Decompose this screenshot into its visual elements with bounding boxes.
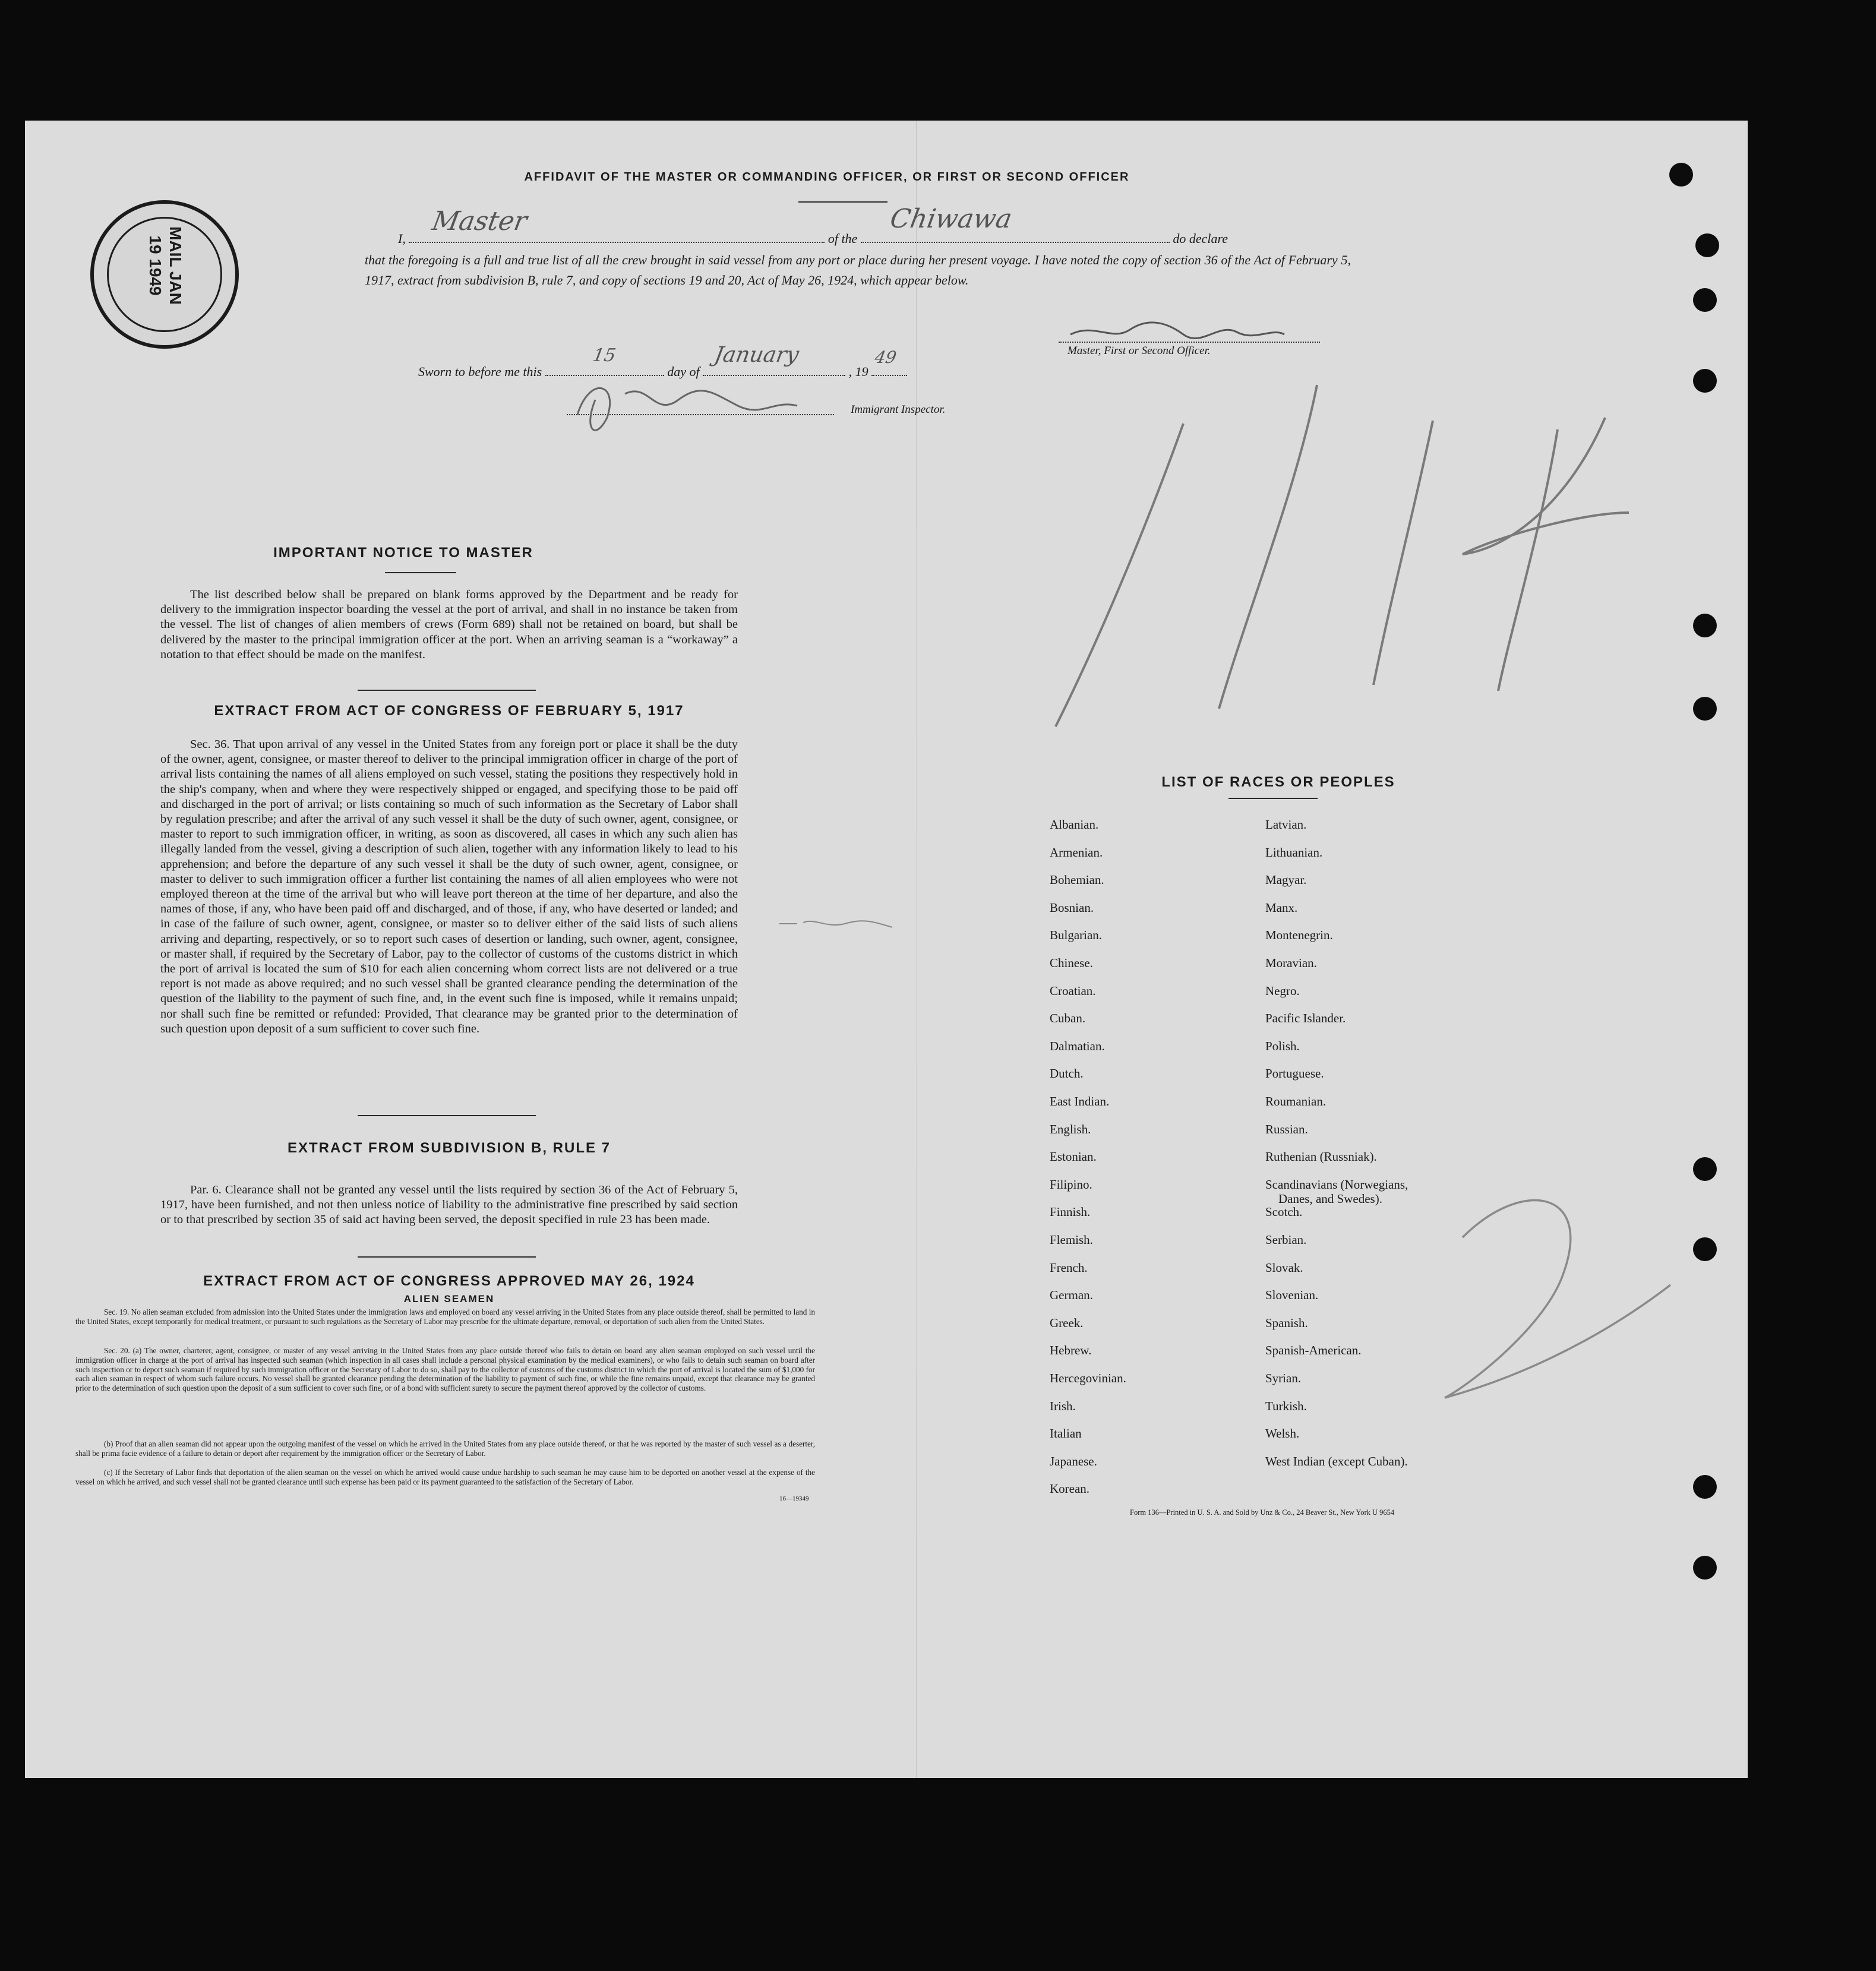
race-item: Negro. [1265,983,1300,998]
race-item: Armenian. [1050,845,1103,860]
race-item: Spanish. [1265,1315,1308,1330]
race-item: Filipino. [1050,1177,1092,1192]
sworn-prefix: Sworn to before me this [418,364,542,379]
race-item: Albanian. [1050,817,1099,832]
section-20b-text: (b) Proof that an alien seaman did not appear upon the outgoing manifest of the vessel on which he arrived in the United States from any place outside thereof, or that he was reported by the master of such vessel as a deserter, shall be prima facie evidence of a failure to detain or deport after requirement by the immigration officer or the Secretary of Labor. [75,1439,815,1458]
race-item: Slovak. [1265,1260,1303,1275]
inspector-caption: Immigrant Inspector. [851,403,946,416]
race-item: Korean. [1050,1482,1090,1496]
race-item: Croatian. [1050,983,1096,998]
master-signature [1070,323,1284,339]
race-item: Japanese. [1050,1454,1097,1468]
section-rule [358,1115,536,1116]
race-item: Irish. [1050,1398,1076,1413]
section-rule [358,1256,536,1258]
race-item: Lithuanian. [1265,845,1323,860]
races-title-rule [1228,798,1318,799]
declaration-of-the-label: of the [828,231,858,246]
declaration-do-declare-label: do declare [1173,231,1228,246]
extract-1917-body: Sec. 36. That upon arrival of any vessel in the United States from any foreign port or place it shall be the duty of the owner, agent, consignee, or master thereof to deliver to the principal immigration officer in charge of the port of arrival lists containing the names of all aliens employed on such vessel, stating the positions they respectively hold in the ship's company, when and where they were respectively shipped or engaged, and specifying those to be paid off and discharged in the port of arrival; or lists containing so much of such information as the Secretary of Labor shall by regulation prescribe; and after the arrival of any such vessel it shall be the duty of such owner, agent, consignee, or master to report to such immigration officer, in writing, as soon as discovered, all cases in which any such alien has illegally landed from the vessel, giving a description of such alien, together with any information likely to lead to his apprehension; and before the departure of any such vessel it shall be the duty of such owner, agent, consignee, or master to deliver to such immigration officer a further list containing the names of all alien employees who were not employed thereon at the time of the arrival but who will leave port thereon at the time of her departure, and also the names of those, if any, who have been paid off and discharged, and of those, if any, who have deserted or landed; and in case of the failure of such owner, agent, consignee, or master so to deliver either of the said lists of such aliens arriving and departing, respectively, or so to report such cases of desertion or landing, such owner, agent, consignee, or master shall, if required by the Secretary of Labor, pay to the collector of customs of the customs district in which the port of arrival is located the sum of $10 for each alien concerning whom correct lists are not delivered or a true report is not made as above required; and no such vessel shall be granted clearance pending the determination of the question of the liability to the payment of such fine, and, in the event such fine is imposed, while it remains unpaid; nor shall such fine be remitted or refunded: Provided, That clearance may be granted prior to the determination of such question upon deposit of a sum sufficient to cover such fine. [160,738,738,1035]
race-item: Pacific Islander. [1265,1011,1346,1026]
race-item: Finnish. [1050,1205,1091,1220]
notice-rule [385,572,456,573]
sworn-year-prefix: , 19 [848,364,868,379]
race-item: Moravian. [1265,956,1317,970]
race-item: Chinese. [1050,956,1093,970]
race-item: Magyar. [1265,873,1307,887]
master-signature-caption: Master, First or Second Officer. [1068,345,1211,357]
race-item: Roumanian. [1265,1094,1327,1108]
race-item: Scotch. [1265,1205,1303,1220]
section-rule [358,690,536,691]
handwritten-month: January [712,343,801,367]
bottom-number-two [1445,1201,1670,1398]
race-item: Greek. [1050,1315,1084,1330]
race-item: Portuguese. [1265,1066,1324,1081]
big-number-stroke-1 [1056,424,1183,727]
declaration-i-label: I, [398,231,406,246]
inspector-signature [577,388,797,430]
big-number-stroke-2 [1219,385,1317,709]
document-sheet [25,121,1748,1778]
race-item: Italian [1050,1426,1082,1441]
race-item: Ruthenian (Russniak). [1265,1149,1377,1164]
race-item: Bohemian. [1050,873,1104,887]
race-item: Spanish-American. [1265,1343,1362,1358]
race-item: West Indian (except Cuban). [1265,1454,1408,1468]
handwritten-master-name: Master [429,206,530,236]
race-item: Serbian. [1265,1233,1307,1247]
handwritten-year: 49 [873,348,898,367]
notice-body: The list described below shall be prepared on blank forms approved by the Department and be ready for delivery to the immigration inspector boarding the vessel at the port of arrival, and shall in no instance be taken from the vessel. The list of changes of alien members of crews (Form 689) shall not be retained on board, but shall be delivered by the master to the principal immigration officer at the port. When an arriving seaman is a “workaway” a notation to that effect should be made on the manifest. [160,588,738,661]
rule-7-title: EXTRACT FROM SUBDIVISION B, RULE 7 [287,1140,611,1156]
race-item: Dutch. [1050,1066,1084,1081]
affidavit-title: AFFIDAVIT OF THE MASTER OR COMMANDING OFFICER, OR FIRST OR SECOND OFFICER [524,170,1130,184]
alien-seamen-subtitle: ALIEN SEAMEN [403,1293,495,1304]
race-item: Bosnian. [1050,900,1094,915]
stamp-text: MAIL JAN 19 1949 [146,226,185,305]
race-item: Slovenian. [1265,1288,1319,1303]
race-item: Latvian. [1265,817,1307,832]
race-item: Cuban. [1050,1011,1086,1026]
extract-1924-title: EXTRACT FROM ACT OF CONGRESS APPROVED MAY 26, 1924 [203,1273,695,1289]
section-20c-text: (c) If the Secretary of Labor finds that deportation of the alien seaman on the vessel on which he arrived would cause undue hardship to such seaman he may cause him to be deported on another vessel at the expense of the vessel on which he arrived, and such vessel shall not be granted clearance until such expense has been paid or its payment guaranteed to the satisfaction of the Secretary of Labor. [75,1468,815,1486]
race-item: East Indian. [1050,1094,1110,1108]
race-item: Bulgarian. [1050,928,1103,943]
race-item: English. [1050,1122,1091,1136]
race-item: Hebrew. [1050,1343,1092,1358]
race-item: Welsh. [1265,1426,1300,1441]
race-item: Manx. [1265,900,1298,915]
sworn-day-label: day of [667,364,700,379]
race-item: Danes, and Swedes). [1278,1191,1382,1206]
race-item: Polish. [1265,1038,1300,1053]
form-code: 16—19349 [779,1495,809,1502]
race-item: Estonian. [1050,1149,1097,1164]
rule-7-body: Par. 6. Clearance shall not be granted any vessel until the lists required by section 36 of the Act of February 5, 1917, have been furnished, and not then unless notice of liability to the administrative fine prescribed by said section or to that prescribed by section 35 of said act having been served, the deposit specified in rule 23 has been made. [160,1183,738,1227]
race-item: Dalmatian. [1050,1038,1105,1053]
margin-scribble [779,921,892,927]
section-19-text: Sec. 19. No alien seaman excluded from admission into the United States under the immigration laws and employed on board any vessel arriving in the United States from any place outside thereof, shall be permitted to land in the United States, except temporarily for medical treatment, or pursuant to such regulations as the Secretary of Labor may prescribe for the ultimate departure, removal, or deportation of such alien from the United States. [75,1307,815,1326]
notice-title: IMPORTANT NOTICE TO MASTER [273,545,533,561]
race-item: French. [1050,1260,1088,1275]
race-item: Hercegovinian. [1050,1371,1126,1385]
race-item: Turkish. [1265,1398,1307,1413]
race-item: Montenegrin. [1265,928,1333,943]
handwritten-day: 15 [590,345,617,366]
race-item: Flemish. [1050,1233,1093,1247]
form-footer: Form 136—Printed in U. S. A. and Sold by Unz & Co., 24 Beaver St., New York U 9654 [1130,1508,1395,1517]
races-title: LIST OF RACES OR PEOPLES [1161,774,1395,790]
race-item: German. [1050,1288,1093,1303]
race-item: Russian. [1265,1122,1308,1136]
section-20a-text: Sec. 20. (a) The owner, charterer, agent, consignee, or master of any vessel arriving in the United States from any place outside thereof who fails to detain on board any alien seaman employed on such vessel until the immigration officer in charge at the port of arrival has inspected such seaman (which inspection in all cases shall include a personal physical examination by the medical examiners), or who fails to detain such seaman on board after such inspection or to deport such seaman if required by such immigration officer or the Secretary of Labor to do so, shall pay to the collector of customs of the customs district in which the port of arrival is located the sum of $1,000 for each alien seaman in respect of whom such failure occurs. No vessel shall be granted clearance pending the determination of the liability to payment of such fine, or while the fine remains unpaid, except that clearance may be granted prior to the determination of such question upon the deposit of a sum sufficient to cover such fine, or of a bond with sufficient surety to secure the payment thereof approved by the collector of customs. [75,1346,815,1393]
declaration-body: that the foregoing is a full and true list of all the crew brought in said vessel from any port or place during her present voyage. I have noted the copy of section 36 of the Act of February 5, 1917, extract from subdivision B, rule 7, and copy of sections 19 and 20, Act of May 26, 1924, which appear below. [365,252,1351,288]
big-number-stroke-4 [1463,418,1629,691]
race-item: Syrian. [1265,1371,1302,1385]
handwritten-vessel-name: Chiwawa [888,204,1015,234]
race-item: Scandinavians (Norwegians, [1265,1177,1408,1192]
big-number-stroke-3 [1373,421,1433,685]
extract-1917-title: EXTRACT FROM ACT OF CONGRESS OF FEBRUARY 5, 1917 [214,703,684,719]
